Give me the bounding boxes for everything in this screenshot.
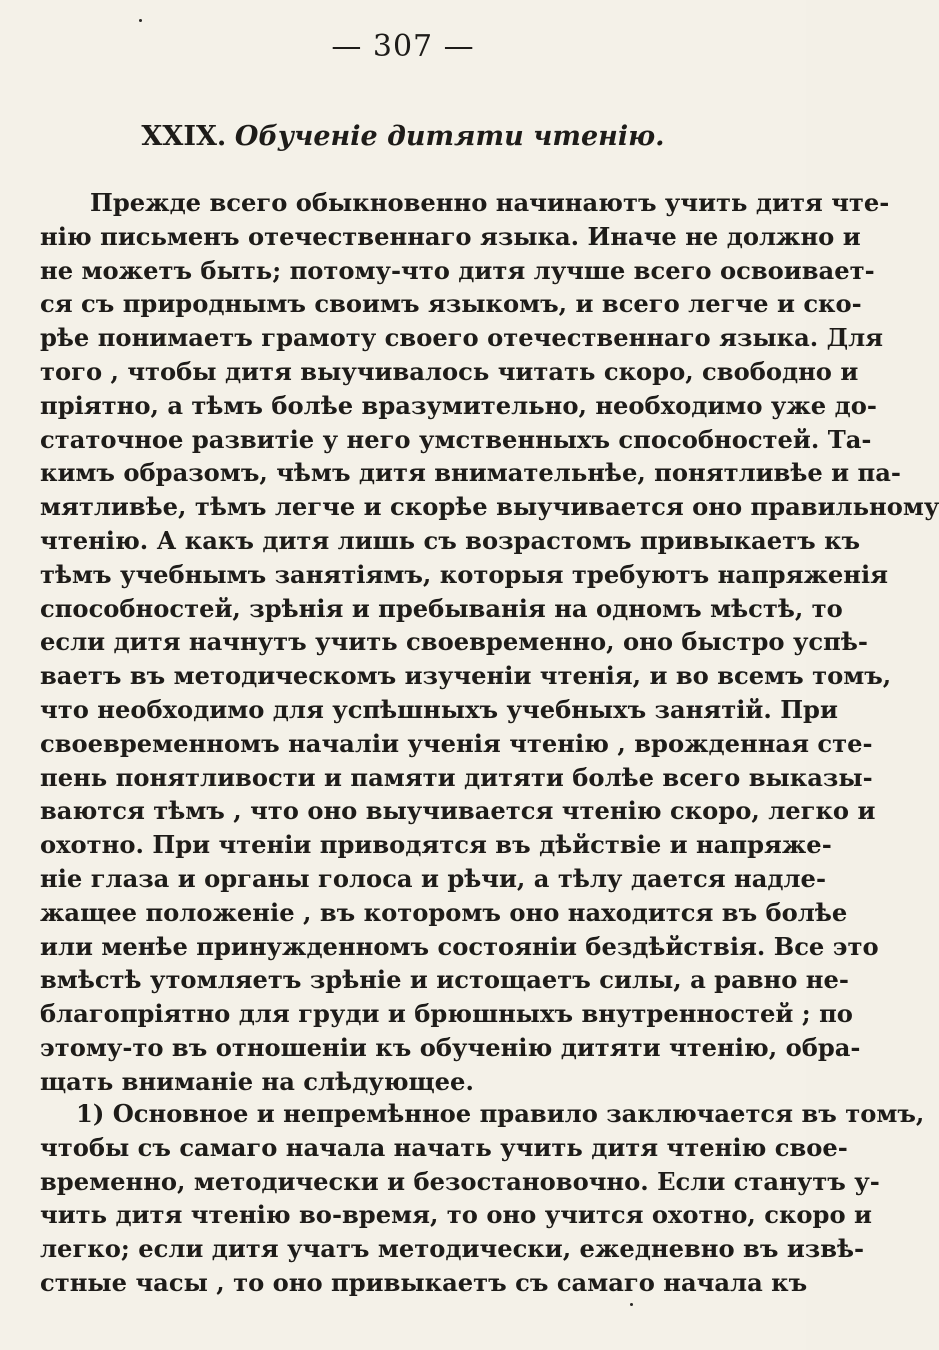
text-line: рѣе понимаетъ грамоту своего отечественнаго языка. Для xyxy=(40,323,884,353)
text-line: ніе глаза и органы голоса и рѣчи, а тѣлу дается надле- xyxy=(40,863,826,893)
text-line: Прежде всего обыкновенно начинаютъ учить дитя чте- xyxy=(90,188,890,217)
text-line: пень понятливости и памяти дитяти болѣе всего выказы- xyxy=(40,762,873,792)
text-line: ваетъ въ методическомъ изученіи чтенія, и во всемъ томъ, xyxy=(40,661,892,691)
text-line: чить дитя чтенію во-время, то оно учится охотно, скоро и xyxy=(40,1200,872,1230)
text-line: чтобы съ самаго начала начать учить дитя чтенію свое- xyxy=(40,1132,848,1162)
text-line: того , чтобы дитя выучивалось читать скоро, свободно и xyxy=(40,356,859,386)
text-line: охотно. При чтеніи приводятся въ дѣйствіе и напряже- xyxy=(40,830,832,860)
text-line: или менѣе принужденномъ состояніи бездѣйствія. Все это xyxy=(40,931,879,961)
text-line: благопріятно для груди и брюшныхъ внутренностей ; по xyxy=(40,999,853,1029)
text-line: жащее положеніе , въ которомъ оно находится въ болѣе xyxy=(40,897,848,927)
text-line: не можетъ быть; потому-что дитя лучше всего освоивает- xyxy=(40,255,875,285)
text-line: статочное развитіе у него умственныхъ способностей. Та- xyxy=(40,424,872,454)
text-line: вмѣстѣ утомляетъ зрѣніе и истощаетъ силы, а равно не- xyxy=(40,965,849,995)
text-line: стные часы , то оно привыкаетъ съ самаго начала къ xyxy=(40,1267,808,1297)
text-line: кимъ образомъ, чѣмъ дитя внимательнѣе, понятливѣе и па- xyxy=(40,458,901,488)
text-line: способностей, зрѣнія и пребыванія на одномъ мѣстѣ, то xyxy=(40,593,843,623)
text-line: если дитя начнутъ учить своевременно, оно быстро успѣ- xyxy=(40,627,868,657)
section-number: XXIX. xyxy=(141,121,227,152)
paragraph-2 xyxy=(40,1097,925,1300)
text-line: щать вниманіе на слѣдующее. xyxy=(40,1066,474,1096)
text-line: 1) Основное и непремѣнное правило заключается въ томъ, xyxy=(76,1099,925,1128)
text-line: пріятно, а тѣмъ болѣе вразумительно, необходимо уже до- xyxy=(40,390,877,420)
page-number: — 307 — xyxy=(331,29,475,64)
text-line: ваются тѣмъ , что оно выучивается чтенію скоро, легко и xyxy=(40,796,876,826)
text-line: тѣмъ учебнымъ занятіямъ, которыя требуютъ напряженія xyxy=(40,559,889,589)
text-line: легко; если дитя учатъ методически, ежедневно въ извѣ- xyxy=(40,1234,865,1264)
print-speck xyxy=(630,1303,633,1306)
text-line: нію письменъ отечественнаго языка. Иначе не должно и xyxy=(40,221,861,251)
text-line: чтенію. А какъ дитя лишь съ возрастомъ привыкаетъ къ xyxy=(40,525,861,555)
text-line: что необходимо для успѣшныхъ учебныхъ занятій. При xyxy=(40,694,838,724)
paragraph-1 xyxy=(40,186,939,1099)
text-line: временно, методически и безостановочно. Если станутъ у- xyxy=(40,1166,880,1196)
section-heading xyxy=(0,118,806,156)
text-line: мятливѣе, тѣмъ легче и скорѣе выучивается оно правильному xyxy=(40,492,939,522)
print-speck xyxy=(139,19,142,22)
text-line: этому-то въ отношеніи къ обученію дитяти чтенію, обра- xyxy=(40,1032,861,1062)
section-title: Обученіе дитяти чтенію. xyxy=(234,121,665,152)
text-line: ся съ природнымъ своимъ языкомъ, и всего легче и ско- xyxy=(40,289,862,319)
text-line: своевременномъ началіи ученія чтенію , врожденная сте- xyxy=(40,728,873,758)
